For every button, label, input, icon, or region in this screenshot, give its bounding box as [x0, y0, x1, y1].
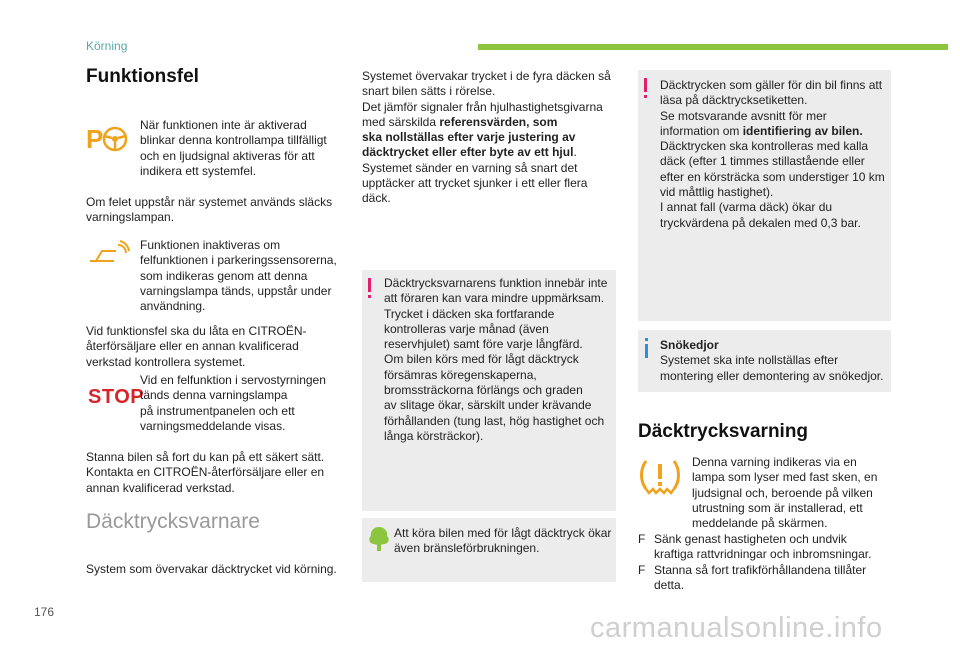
warning-box-text: Däcktrycksvarnarens funktion innebär inte att föraren kan vara mindre uppmärksam. Trycket i däcken ska fortfarande kontrolleras varje månad (även reservhjulet) samt före varje långfärd. Om bilen körs med för lågt däcktryck försämras köregenskaperna, bromssträckorna förlängs och graden av slitage ökar, särskilt under krävande förhållanden (tung last, hög hastighet och långa körsträckor). [384, 276, 608, 443]
info-box-snow-chains [638, 330, 891, 392]
paragraph-system-monitors: Systemet övervakar trycket i de fyra däcken så snart bilen sätts i rörelse. Det jämför signaler från hjulhastighetsgivarna med särskilda referensvärden, som ska nollställas efter varje justering av däcktrycket eller efter byte av ett hjul. Systemet sänder en varning så snart det upptäcker att trycket sjunker i ett eller flera däck. [362, 69, 611, 206]
paragraph-functionality-disabled: När funktionen inte är aktiverad blinkar denna kontrollampa tillfälligt och en ljudsignal aktiveras för att indikera ett systemfel. [140, 118, 327, 178]
pressures-box-text: Däcktrycken som gäller för din bil finns att läsa på däcktrycksetiketten. Se motsvarande avsnitt för mer information om identifiering av bilen. Däcktrycken ska kontrolleras med kalla däck (efter 1 timmes stillastående eller efter en körsträcka som understiger 10 km vid måttlig hastighet). I annat fall (varma däck) ökar du tryckvärdena på dekalen med 0,3 bar. [660, 78, 885, 230]
info-icon [645, 338, 648, 341]
snow-chains-text: Snökedjor Systemet ska inte nollställas efter montering eller demontering av snökedjor. [660, 338, 884, 383]
alert-exclamation-icon [368, 278, 371, 292]
bullet-icon: F [638, 532, 646, 546]
tree-icon [368, 526, 390, 552]
paragraph-dealer-check: Vid funktionsfel ska du låta en CITROËN- återförsäljare eller en annan kvalificerad verkstad kontrollera systemet. [86, 324, 307, 369]
page-number: 176 [34, 605, 55, 619]
eco-tip-box [362, 518, 616, 582]
paragraph-warning-indicated: Denna varning indikeras via en lampa som lyser med fast sken, en ljudsignal och, beroende på vilken utrustning som är installerad, ett meddelande på skärmen. [692, 455, 878, 531]
heading-tyre-monitor: Däcktrycksvarnare [86, 510, 260, 533]
eco-tip-text: Att köra bilen med för lågt däcktryck ökar även bränsleförbrukningen. [394, 526, 612, 556]
list-item: F Sänk genast hastigheten och undvik kraftiga rattvridningar och inbromsningar. [638, 532, 872, 562]
heading-tyre-warning: Däcktrycksvarning [638, 421, 809, 442]
paragraph-parking-sensors: Funktionen inaktiveras om felfunktionen i parkeringssensorerna, som indikeras genom att denna varningslampa tänds, uppstår under användning. [140, 238, 337, 314]
bullet-list [638, 532, 888, 593]
warning-box-attention [362, 270, 616, 511]
stop-warning-icon: STOP [88, 386, 145, 408]
heading-funktionsfel: Funktionsfel [86, 66, 199, 87]
list-item: F Stanna så fort trafikförhållandena tillåter detta. [638, 562, 867, 592]
paragraph-system-description: System som övervakar däcktrycket vid körning. [86, 562, 337, 576]
section-title: Körning [86, 39, 128, 53]
watermark: carmanualsonline.info [590, 612, 883, 644]
warning-box-pressures [638, 70, 891, 321]
parking-sensor-icon [88, 239, 130, 265]
paragraph-power-steering: Vid en felfunktion i servostyrningen tänds denna varningslampa på instrumentpanelen och ett varningsmeddelande visas. [140, 373, 326, 433]
steering-p-warning-icon [86, 122, 128, 156]
header-accent-bar [478, 44, 948, 50]
tyre-pressure-warning-icon [638, 457, 682, 497]
paragraph-lamp-off: Om felet uppstår när systemet används släcks varningslampan. [86, 195, 333, 225]
paragraph-stop-vehicle: Stanna bilen så fort du kan på ett säkert sätt. Kontakta en CITROËN-återförsäljare eller en annan kvalificerad verkstad. [86, 450, 325, 495]
icon-letter: P [86, 124, 104, 154]
alert-exclamation-icon [644, 78, 647, 92]
bullet-icon: F [638, 562, 646, 577]
